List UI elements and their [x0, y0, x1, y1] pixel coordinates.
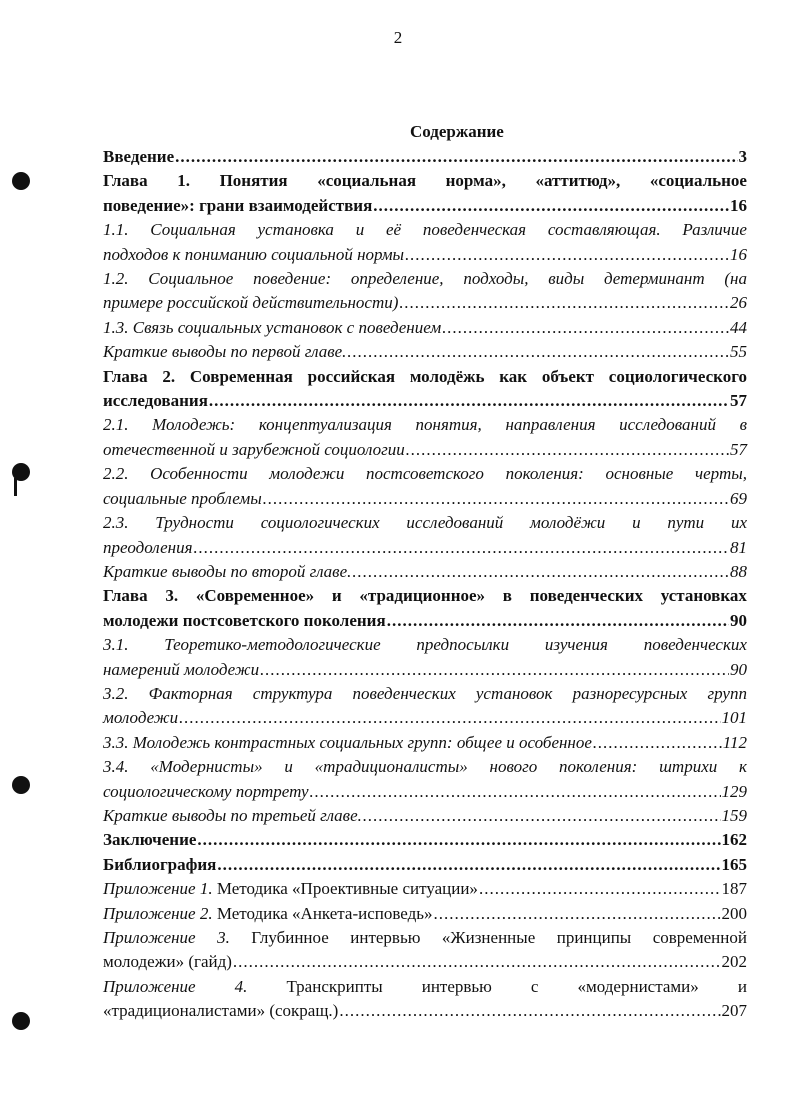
dot-leader — [339, 999, 720, 1023]
entry-text: поведение»: грани взаимодействия — [103, 195, 373, 215]
word: с — [530, 976, 539, 996]
appendix-label: Приложение 1. — [103, 879, 213, 899]
word: пути — [667, 513, 705, 533]
appendix-label: Приложение 2. — [103, 903, 213, 923]
binder-hole-1 — [12, 172, 30, 190]
word: 1. — [177, 171, 190, 191]
word: 2.1. — [103, 415, 129, 435]
dot-leader — [347, 340, 729, 364]
entry-text: Краткие выводы по первой главе. — [103, 342, 347, 362]
entry-text: Заключение — [103, 830, 197, 850]
toc-entry-bibliography[interactable] — [103, 853, 747, 877]
word: определение, — [350, 269, 444, 289]
entry-page: 165 — [721, 854, 747, 874]
entry-text: примере российской действительности) — [103, 293, 399, 313]
toc-entry-intro[interactable] — [103, 145, 747, 169]
entry-line — [103, 218, 747, 242]
entry-text: 3.3. Молодежь контрастных социальных групп: общее и особенное — [103, 732, 592, 752]
entry-page: 57 — [730, 439, 747, 459]
entry-text: Краткие выводы по второй главе. — [103, 561, 352, 581]
entry-line — [103, 755, 747, 779]
page-number: 2 — [393, 28, 403, 47]
toc-entry-appendix-4[interactable] — [103, 975, 747, 1024]
appendix-number: 4. — [234, 976, 248, 996]
toc-entry-3-3[interactable] — [103, 731, 747, 755]
word: 2.3. — [103, 513, 129, 533]
entry-text: 1.3. Связь социальных установок с поведением — [103, 317, 442, 337]
entry-page: 90 — [730, 659, 747, 679]
word: установках — [660, 586, 747, 606]
word: групп — [707, 683, 747, 703]
word: 1.2. — [103, 269, 129, 289]
dot-leader — [263, 487, 729, 511]
dot-leader — [387, 609, 729, 633]
toc-entry-summary-3[interactable] — [103, 804, 747, 828]
entry-page: 187 — [721, 879, 747, 899]
toc-entry-chapter-2[interactable] — [103, 365, 747, 414]
entry-page: 26 — [730, 293, 747, 313]
entry-text: Методика «Анкета-исповедь» — [216, 903, 433, 923]
toc-entry-2-2[interactable] — [103, 462, 747, 511]
entry-line — [103, 413, 747, 437]
entry-page: 44 — [730, 317, 747, 337]
word: Социальная — [150, 220, 236, 240]
word: в — [502, 586, 512, 606]
dot-leader — [209, 389, 729, 413]
word: и — [331, 586, 342, 606]
dot-leader — [442, 316, 729, 340]
toc-entry-chapter-1[interactable] — [103, 169, 747, 218]
word: как — [499, 366, 528, 386]
dot-leader — [197, 828, 720, 852]
scan-mark — [14, 478, 17, 496]
word: Молодежь: — [152, 415, 236, 435]
word: принципы — [556, 928, 632, 947]
word: штрихи — [659, 757, 718, 777]
word: Трудности — [155, 513, 234, 533]
toc-entry-3-1[interactable] — [103, 633, 747, 682]
word: Глава — [103, 171, 148, 191]
word: и — [632, 513, 641, 533]
entry-line — [103, 633, 747, 657]
toc-entry-3-4[interactable] — [103, 755, 747, 804]
entry-text: социологическому портрету — [103, 781, 309, 801]
word: виды — [548, 269, 585, 289]
entry-page: 16 — [730, 244, 747, 264]
word: составляющая. — [547, 220, 661, 240]
dot-leader — [260, 658, 729, 682]
toc-title: Содержание — [410, 122, 504, 141]
word: предпосылки — [416, 635, 510, 655]
word: 2.2. — [103, 464, 129, 484]
word: к — [739, 757, 747, 777]
word: разноресурсных — [572, 683, 688, 703]
entry-text: Введение — [103, 147, 175, 166]
appendix-label: Приложение — [103, 928, 196, 947]
dot-leader — [179, 706, 720, 730]
dot-leader — [194, 536, 730, 560]
word: «традиционалисты» — [314, 757, 468, 777]
entry-line — [103, 365, 747, 389]
entry-text: социальные проблемы — [103, 488, 262, 508]
entry-line — [103, 511, 747, 535]
dot-leader — [406, 438, 729, 462]
word: «социальное — [649, 171, 747, 191]
word: современной — [652, 928, 747, 947]
word: Глубинное — [251, 928, 329, 947]
entry-text: «традиционалистами» (сокращ.) — [103, 1001, 339, 1021]
word: поведенческих — [529, 586, 643, 606]
word: их — [730, 513, 747, 533]
word: «аттитюд», — [535, 171, 621, 191]
dot-leader — [479, 877, 721, 901]
entry-line — [103, 975, 747, 999]
word: исследований — [619, 415, 716, 435]
entry-page: 16 — [730, 195, 747, 215]
word: Понятия — [219, 171, 288, 191]
word: Особенности — [150, 464, 248, 484]
word: Глава — [103, 366, 148, 386]
toc-entry-1-1[interactable] — [103, 218, 747, 267]
word: социологических — [260, 513, 380, 533]
entry-text: отечественной и зарубежной социологии — [103, 439, 405, 459]
table-of-contents — [103, 145, 747, 1024]
entry-text: молодежи» (гайд) — [103, 952, 232, 972]
toc-entry-2-3[interactable] — [103, 511, 747, 560]
word: молодежи — [269, 464, 345, 484]
word: исследований — [406, 513, 504, 533]
entry-text: намерений молодежи — [103, 659, 260, 679]
word: 3.2. — [103, 683, 129, 703]
dot-leader — [405, 243, 729, 267]
dot-leader — [217, 853, 720, 877]
entry-text: молодежи постсоветского поколения — [103, 610, 386, 630]
toc-entry-chapter-3[interactable] — [103, 584, 747, 633]
entry-page: 81 — [730, 537, 747, 557]
word: понятия, — [415, 415, 482, 435]
dot-leader — [310, 780, 721, 804]
word: российская — [307, 366, 396, 386]
entry-page: 159 — [721, 805, 747, 825]
word: Различие — [682, 220, 747, 240]
word: норма», — [445, 171, 506, 191]
entry-page: 101 — [721, 708, 747, 728]
entry-text: подходов к пониманию социальной нормы — [103, 244, 405, 264]
toc-entry-appendix-2[interactable] — [103, 902, 747, 926]
word: и — [355, 220, 365, 240]
toc-entry-conclusion[interactable] — [103, 828, 747, 852]
entry-page: 90 — [730, 610, 747, 630]
word: 1.1. — [103, 220, 129, 240]
word: детерминант — [604, 269, 705, 289]
entry-text: преодоления — [103, 537, 193, 557]
word: установок — [475, 683, 553, 703]
word: Теоретико-методологические — [164, 635, 381, 655]
word: поколения: — [559, 757, 638, 777]
word: её — [386, 220, 402, 240]
word: Социальное — [148, 269, 234, 289]
word: установка — [257, 220, 334, 240]
dot-leader — [399, 291, 729, 315]
word: поведение: — [253, 269, 332, 289]
word: черты, — [695, 464, 747, 484]
entry-page: 129 — [721, 781, 747, 801]
word: «традиционное» — [359, 586, 486, 606]
word: постсоветского — [366, 464, 484, 484]
toc-entry-3-2[interactable] — [103, 682, 747, 731]
toc-entry-appendix-1[interactable] — [103, 877, 747, 901]
word: поведенческих — [643, 635, 747, 655]
entry-page: 200 — [721, 903, 747, 923]
entry-page: 88 — [730, 561, 747, 581]
entry-page: 207 — [721, 1001, 747, 1021]
entry-page: 202 — [721, 952, 747, 972]
word: структура — [252, 683, 333, 703]
binder-hole-4 — [12, 1012, 30, 1030]
dot-leader — [434, 902, 721, 926]
word: нового — [489, 757, 538, 777]
entry-page: 162 — [721, 830, 747, 850]
word: в — [739, 415, 747, 435]
word: социологического — [608, 366, 747, 386]
entry-text: исследования — [103, 391, 208, 411]
entry-line — [103, 926, 747, 950]
word: 3. — [165, 586, 179, 606]
word: (на — [724, 269, 747, 289]
word: основные — [605, 464, 674, 484]
word: поведенческих — [352, 683, 456, 703]
toc-entry-1-2[interactable] — [103, 267, 747, 316]
dot-leader — [175, 145, 737, 169]
entry-text: Библиография — [103, 854, 217, 874]
entry-line — [103, 267, 747, 291]
word: Глава — [103, 586, 148, 606]
word: и — [284, 757, 293, 777]
entry-text: Методика «Проективные ситуации» — [216, 879, 478, 899]
binder-hole-3 — [12, 776, 30, 794]
word: объект — [541, 366, 595, 386]
word: интервью — [350, 928, 421, 947]
appendix-number: 3. — [217, 928, 230, 947]
word: 3.1. — [103, 635, 129, 655]
entry-line — [103, 462, 747, 486]
word: поколения: — [505, 464, 584, 484]
entry-text: молодежи — [103, 708, 179, 728]
word: 2. — [162, 366, 176, 386]
word: «социальная — [317, 171, 417, 191]
word: Современная — [189, 366, 293, 386]
word: «Модернисты» — [150, 757, 263, 777]
dot-leader — [363, 804, 721, 828]
word: изучения — [544, 635, 608, 655]
word: поведенческая — [422, 220, 527, 240]
toc-entry-2-1[interactable] — [103, 413, 747, 462]
toc-entry-1-3[interactable] — [103, 316, 747, 340]
word: Факторная — [148, 683, 233, 703]
entry-page: 55 — [730, 342, 747, 362]
entry-page: 69 — [730, 488, 747, 508]
entry-line — [103, 584, 747, 608]
word: и — [737, 976, 747, 996]
appendix-label: Приложение — [103, 976, 196, 996]
word: «модернистами» — [577, 976, 699, 996]
word: «Жизненные — [441, 928, 536, 947]
word: направления — [505, 415, 596, 435]
entry-page: 112 — [722, 732, 747, 752]
word: Транскрипты — [286, 976, 383, 996]
word: 3.4. — [103, 757, 129, 777]
toc-entry-appendix-3[interactable] — [103, 926, 747, 975]
entry-text: Краткие выводы по третьей главе. — [103, 805, 362, 825]
dot-leader — [373, 194, 729, 218]
toc-entry-summary-2[interactable] — [103, 560, 747, 584]
toc-entry-summary-1[interactable] — [103, 340, 747, 364]
word: концептуализация — [258, 415, 392, 435]
entry-line — [103, 682, 747, 706]
entry-page: 57 — [730, 391, 747, 411]
dot-leader — [233, 950, 721, 974]
entry-page: 3 — [738, 147, 747, 166]
word: «Современное» — [195, 586, 315, 606]
word: подходы, — [463, 269, 529, 289]
word: молодёжь — [409, 366, 485, 386]
dot-leader — [352, 560, 729, 584]
word: интервью — [421, 976, 492, 996]
dot-leader — [593, 731, 722, 755]
entry-line — [103, 169, 747, 193]
word: молодёжи — [530, 513, 606, 533]
